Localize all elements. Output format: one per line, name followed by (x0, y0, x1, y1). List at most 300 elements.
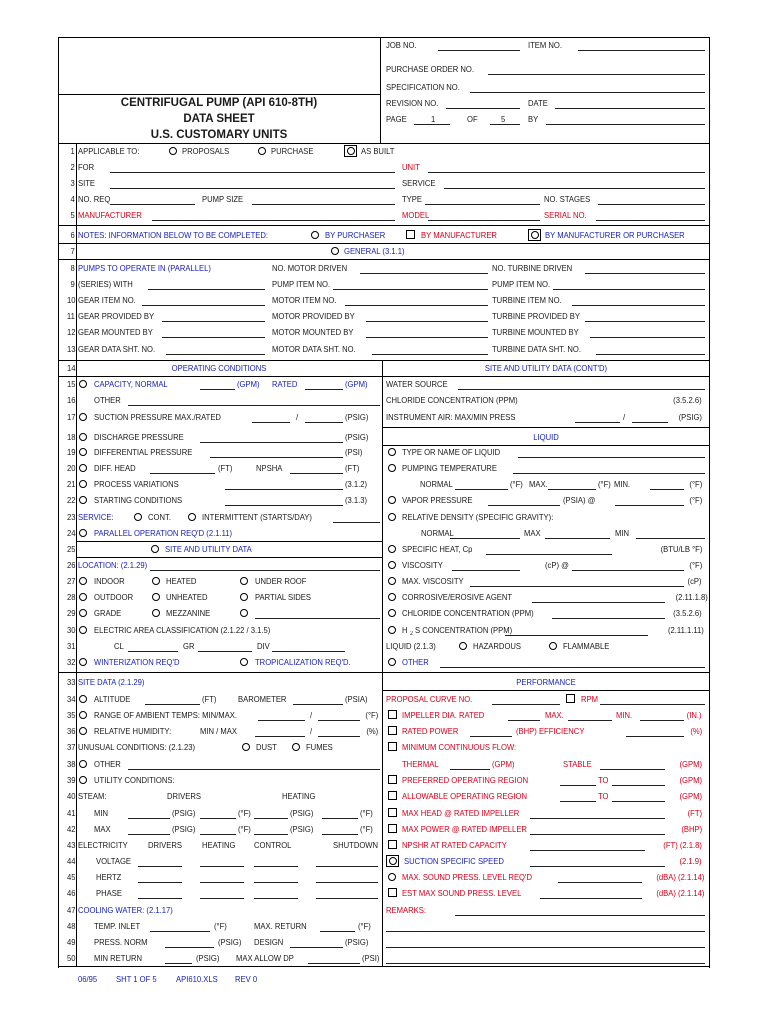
entry-field[interactable] (470, 586, 684, 587)
form-text: MIN. (614, 479, 631, 489)
boxed-radio-button[interactable] (386, 855, 399, 867)
checkbox[interactable] (388, 808, 397, 817)
entry-field[interactable] (640, 720, 684, 721)
radio-button[interactable] (311, 231, 319, 239)
form-text: (SERIES) WITH (78, 279, 133, 289)
rule-line (76, 143, 710, 144)
form-text: (%) (690, 726, 702, 736)
entry-field[interactable] (440, 667, 705, 668)
form-text: LOCATION: (2.1.29) (78, 560, 148, 570)
row-number: 3 (70, 178, 75, 188)
radio-button[interactable] (388, 561, 396, 569)
form-text: IMPELLER DIA. RATED (402, 710, 485, 720)
entry-field[interactable] (316, 898, 378, 899)
entry-field[interactable] (290, 947, 343, 948)
entry-field[interactable] (305, 422, 343, 423)
form-text: APPLICABLE TO: (78, 146, 140, 156)
entry-field[interactable] (148, 289, 265, 290)
form-text: MIN. (616, 710, 633, 720)
form-text: FUMES (306, 742, 333, 752)
radio-button[interactable] (79, 776, 87, 784)
radio-button[interactable] (388, 545, 396, 553)
entry-field[interactable] (200, 834, 236, 835)
entry-field[interactable] (518, 457, 705, 458)
entry-field[interactable] (372, 354, 488, 355)
radio-button[interactable] (79, 658, 87, 666)
entry-field[interactable] (316, 866, 378, 867)
entry-field[interactable] (318, 720, 360, 721)
entry-field[interactable] (320, 931, 355, 932)
entry-field[interactable] (530, 834, 665, 835)
form-text: MIN / MAX (200, 726, 237, 736)
row-number: 37 (66, 742, 75, 752)
radio-button[interactable] (134, 513, 142, 521)
entry-field[interactable] (444, 188, 705, 189)
form-text: DUST (256, 742, 277, 752)
form-text: TROPICALIZATION REQ'D. (255, 657, 351, 667)
form-text: GR (183, 641, 195, 651)
entry-field[interactable] (650, 489, 684, 490)
checkbox[interactable] (406, 230, 415, 239)
entry-field[interactable] (455, 915, 705, 916)
entry-field[interactable] (198, 651, 252, 652)
entry-field[interactable] (508, 720, 540, 721)
form-text: SERVICE: (78, 512, 114, 522)
form-text: FLAMMABLE (563, 641, 610, 651)
entry-field[interactable] (540, 898, 642, 899)
header-text: ITEM NO. (528, 40, 563, 50)
form-text: EST MAX SOUND PRESS. LEVEL (402, 888, 522, 898)
entry-field[interactable] (598, 204, 705, 205)
radio-button[interactable] (388, 464, 396, 472)
radio-button[interactable] (258, 147, 266, 155)
entry-field[interactable] (545, 538, 610, 539)
radio-button[interactable] (549, 642, 557, 650)
row-number: 24 (66, 528, 75, 538)
entry-field[interactable] (553, 289, 705, 290)
header-text: REVISION NO. (386, 98, 439, 108)
entry-field[interactable] (558, 882, 642, 883)
entry-field[interactable] (305, 389, 343, 390)
form-text: STEAM: (78, 791, 107, 801)
entry-field[interactable] (428, 220, 540, 221)
form-text: (PSIA) (345, 694, 368, 704)
radio-button[interactable] (388, 577, 396, 585)
form-text: (°F) (365, 710, 378, 720)
checkbox[interactable] (388, 726, 397, 735)
entry-field[interactable] (322, 818, 358, 819)
entry-field[interactable] (128, 834, 170, 835)
entry-field[interactable] (150, 473, 215, 474)
rule-line (58, 966, 710, 967)
checkbox[interactable] (388, 840, 397, 849)
entry-field[interactable] (138, 882, 182, 883)
entry-field[interactable] (452, 570, 520, 571)
entry-field[interactable] (333, 522, 380, 523)
entry-field[interactable] (386, 947, 705, 948)
entry-field[interactable] (200, 818, 236, 819)
rule-line (58, 259, 710, 260)
form-text: UTILITY CONDITIONS: (94, 775, 175, 785)
form-text: PUMP ITEM NO. (492, 279, 551, 289)
radio-button[interactable] (240, 577, 248, 585)
entry-field[interactable] (128, 651, 178, 652)
entry-field[interactable] (488, 505, 560, 506)
entry-field[interactable] (293, 704, 343, 705)
entry-field[interactable] (322, 834, 358, 835)
entry-field[interactable] (366, 321, 488, 322)
form-text: SUCTION PRESSURE MAX./RATED (94, 412, 221, 422)
header-text: BY (528, 114, 539, 124)
entry-field[interactable] (138, 898, 182, 899)
rule-line (58, 672, 710, 673)
form-text: RANGE OF AMBIENT TEMPS: MIN/MAX. (94, 710, 237, 720)
entry-field[interactable] (546, 124, 705, 125)
radio-button[interactable] (79, 695, 87, 703)
form-text: PARALLEL OPERATION REQ'D (2.1.11) (94, 528, 233, 538)
radio-button[interactable] (151, 545, 159, 553)
radio-button[interactable] (388, 609, 396, 617)
entry-field[interactable] (200, 882, 244, 883)
radio-button[interactable] (79, 380, 87, 388)
radio-button[interactable] (188, 513, 196, 521)
radio-button[interactable] (388, 496, 396, 504)
entry-field[interactable] (252, 422, 290, 423)
entry-field[interactable] (200, 898, 244, 899)
form-text: TURBINE PROVIDED BY (492, 311, 581, 321)
radio-button[interactable] (388, 658, 396, 666)
entry-field[interactable] (555, 108, 705, 109)
form-text: SITE AND UTILITY DATA (CONT'D) (484, 363, 608, 373)
form-text: (PSIG) (678, 412, 702, 422)
entry-field[interactable] (530, 866, 665, 867)
entry-field[interactable] (450, 538, 520, 539)
radio-button[interactable] (388, 873, 396, 881)
form-text: WATER SOURCE (386, 379, 448, 389)
entry-field[interactable] (142, 305, 265, 306)
entry-field[interactable] (345, 305, 488, 306)
entry-field[interactable] (165, 963, 192, 964)
radio-button[interactable] (388, 513, 396, 521)
checkbox[interactable] (388, 888, 397, 897)
form-text: (°F) (689, 560, 702, 570)
entry-field[interactable] (145, 704, 200, 705)
form-text: GRADE (94, 608, 122, 618)
checkbox[interactable] (388, 710, 397, 719)
checkbox[interactable] (388, 775, 397, 784)
radio-button[interactable] (79, 433, 87, 441)
radio-button[interactable] (240, 593, 248, 601)
form-text: OTHER (94, 395, 121, 405)
row-number: 11 (67, 311, 75, 321)
form-text: LIQUID (2.1.3) (386, 641, 436, 651)
radio-button[interactable] (79, 626, 87, 634)
entry-field[interactable] (636, 538, 705, 539)
radio-button[interactable] (240, 658, 248, 666)
entry-field[interactable] (455, 489, 508, 490)
header-text: SPECIFICATION NO. (386, 82, 460, 92)
row-number: 26 (66, 560, 75, 570)
form-text: ELECTRIC AREA CLASSIFICATION (2.1.22 / 3.1.5) (94, 625, 271, 635)
entry-field[interactable] (548, 489, 596, 490)
entry-field[interactable] (578, 50, 705, 51)
entry-field[interactable] (612, 801, 665, 802)
entry-field[interactable] (490, 124, 520, 125)
entry-field[interactable] (470, 736, 512, 737)
row-number: 46 (66, 888, 75, 898)
entry-field[interactable] (513, 473, 705, 474)
form-text: CONT. (148, 512, 171, 522)
checkbox[interactable] (388, 742, 397, 751)
row-number: 48 (66, 921, 75, 931)
entry-field[interactable] (110, 204, 195, 205)
entry-field[interactable] (308, 963, 360, 964)
entry-field[interactable] (110, 188, 395, 189)
radio-button[interactable] (79, 413, 87, 421)
boxed-radio-button[interactable] (528, 229, 541, 241)
entry-field[interactable] (128, 769, 380, 770)
entry-field[interactable] (615, 505, 684, 506)
form-text: MOTOR DATA SHT. NO. (272, 344, 356, 354)
entry-field[interactable] (470, 92, 705, 93)
entry-field[interactable] (225, 505, 343, 506)
entry-field[interactable] (458, 389, 705, 390)
form-text: GENERAL (3.1.1) (344, 246, 405, 256)
form-text: MAX. VISCOSITY (402, 576, 464, 586)
entry-field[interactable] (255, 736, 305, 737)
entry-field[interactable] (252, 204, 395, 205)
entry-field[interactable] (150, 931, 210, 932)
form-text: (PSIG) (345, 432, 369, 442)
entry-field[interactable] (254, 882, 298, 883)
form-text: PHASE (96, 888, 122, 898)
entry-field[interactable] (596, 354, 705, 355)
entry-field[interactable] (138, 866, 182, 867)
form-text: MAX. RETURN (254, 921, 307, 931)
form-text: (FT) (687, 808, 702, 818)
entry-field[interactable] (492, 704, 560, 705)
entry-field[interactable] (446, 108, 520, 109)
form-text: (PSIG) (290, 808, 314, 818)
form-text: VOLTAGE (96, 856, 132, 866)
entry-field[interactable] (450, 769, 490, 770)
form-text: TURBINE DATA SHT. NO. (492, 344, 581, 354)
entry-field[interactable] (110, 172, 395, 173)
entry-field[interactable] (254, 866, 298, 867)
radio-button[interactable] (79, 496, 87, 504)
entry-field[interactable] (254, 898, 298, 899)
radio-button[interactable] (169, 147, 177, 155)
row-number: 33 (66, 677, 75, 687)
row-number: 49 (66, 937, 75, 947)
radio-button[interactable] (79, 727, 87, 735)
radio-button[interactable] (388, 626, 396, 634)
entry-field[interactable] (600, 704, 705, 705)
entry-field[interactable] (152, 220, 395, 221)
form-text: NO. MOTOR DRIVEN (272, 263, 348, 273)
footer-rev: REV 0 (235, 974, 258, 984)
radio-button[interactable] (240, 609, 248, 617)
entry-field[interactable] (254, 834, 288, 835)
radio-button[interactable] (242, 743, 250, 751)
form-text: SHUTDOWN (332, 840, 378, 850)
boxed-radio-button[interactable] (344, 145, 357, 157)
footer-file: API610.XLS (176, 974, 218, 984)
entry-field[interactable] (530, 818, 665, 819)
form-text: UNIT (402, 162, 420, 172)
entry-field[interactable] (210, 457, 343, 458)
entry-field[interactable] (290, 473, 343, 474)
form-text: STARTING CONDITIONS (94, 495, 183, 505)
form-text: (°F) (510, 479, 523, 489)
form-text: STABLE (563, 759, 592, 769)
entry-field[interactable] (590, 337, 705, 338)
entry-field[interactable] (255, 618, 380, 619)
entry-field[interactable] (162, 321, 265, 322)
row-number: 32 (66, 657, 75, 667)
form-text: HAZARDOUS (473, 641, 522, 651)
entry-field[interactable] (360, 273, 488, 274)
radio-button[interactable] (388, 448, 396, 456)
rule-line (58, 225, 710, 226)
form-text: MAX (524, 528, 541, 538)
header-text: OF (467, 114, 478, 124)
form-text: (GPM) (679, 759, 702, 769)
radio-button[interactable] (388, 593, 396, 601)
entry-field[interactable] (438, 50, 520, 51)
radio-button[interactable] (79, 480, 87, 488)
entry-field[interactable] (414, 124, 450, 125)
radio-button[interactable] (331, 247, 339, 255)
row-number: 10 (66, 295, 75, 305)
entry-field[interactable] (386, 931, 705, 932)
form-text: NO. STAGES (544, 194, 591, 204)
entry-field[interactable] (225, 489, 343, 490)
entry-field[interactable] (200, 389, 235, 390)
row-number: 13 (66, 344, 75, 354)
radio-button[interactable] (79, 577, 87, 585)
form-text: PURCHASE (271, 146, 314, 156)
entry-field[interactable] (318, 736, 360, 737)
entry-field[interactable] (488, 74, 705, 75)
form-text: (PSIG) (345, 937, 369, 947)
row-number: 16 (66, 395, 75, 405)
sheet-subtitle: DATA SHEET (183, 113, 255, 125)
radio-button[interactable] (152, 593, 160, 601)
radio-button[interactable] (152, 577, 160, 585)
radio-button[interactable] (79, 609, 87, 617)
form-text: (PSIG) (345, 412, 369, 422)
checkbox[interactable] (388, 824, 397, 833)
entry-field[interactable] (366, 337, 488, 338)
form-text: PUMP SIZE (202, 194, 244, 204)
row-number: 17 (66, 412, 75, 422)
form-text: MIN RETURN (94, 953, 143, 963)
form-text: UNDER ROOF (255, 576, 307, 586)
entry-field[interactable] (425, 204, 540, 205)
form-text: CHLORIDE CONCENTRATION (PPM) (402, 608, 534, 618)
entry-field[interactable] (596, 220, 705, 221)
form-text: (3.5.2.6) (673, 395, 702, 405)
entry-field[interactable] (585, 273, 705, 274)
form-text: NO. REQ (78, 194, 111, 204)
entry-field[interactable] (200, 866, 244, 867)
entry-field[interactable] (560, 801, 596, 802)
form-text: TURBINE MOUNTED BY (492, 327, 579, 337)
entry-field[interactable] (254, 818, 288, 819)
form-text: (GPM) (237, 379, 260, 389)
form-text: HEATING (202, 840, 236, 850)
entry-field[interactable] (585, 321, 705, 322)
entry-field[interactable] (626, 736, 684, 737)
radio-button[interactable] (79, 760, 87, 768)
form-text: OUTDOOR (94, 592, 134, 602)
radio-button[interactable] (459, 642, 467, 650)
radio-button[interactable] (79, 448, 87, 456)
entry-field[interactable] (532, 602, 665, 603)
entry-field[interactable] (632, 422, 668, 423)
radio-button[interactable] (292, 743, 300, 751)
entry-field[interactable] (128, 405, 380, 406)
radio-button[interactable] (79, 711, 87, 719)
form-text: MOTOR PROVIDED BY (272, 311, 355, 321)
radio-button[interactable] (79, 529, 87, 537)
checkbox[interactable] (388, 791, 397, 800)
entry-field[interactable] (428, 172, 705, 173)
entry-field[interactable] (552, 618, 665, 619)
form-text: DIFF. HEAD (94, 463, 136, 473)
entry-field[interactable] (316, 882, 378, 883)
radio-button[interactable] (79, 464, 87, 472)
entry-field[interactable] (530, 850, 645, 851)
entry-field[interactable] (568, 720, 612, 721)
entry-field[interactable] (200, 442, 343, 443)
entry-field[interactable] (505, 635, 648, 636)
form-text: BY MANUFACTURER OR PURCHASER (545, 230, 685, 240)
entry-field[interactable] (272, 651, 345, 652)
form-text: TYPE (402, 194, 422, 204)
radio-button[interactable] (79, 593, 87, 601)
form-text: MOTOR MOUNTED BY (272, 327, 354, 337)
form-text: MAX ALLOW DP (236, 953, 294, 963)
rule-line (709, 37, 710, 968)
form-text: / (296, 412, 299, 422)
entry-field[interactable] (128, 818, 170, 819)
radio-button[interactable] (152, 609, 160, 617)
entry-field[interactable] (258, 720, 305, 721)
entry-field[interactable] (612, 785, 665, 786)
rule-line (58, 37, 59, 968)
form-text: CL (114, 641, 124, 651)
entry-field[interactable] (486, 554, 612, 555)
entry-field[interactable] (165, 947, 214, 948)
entry-field[interactable] (560, 785, 596, 786)
checkbox[interactable] (566, 694, 575, 703)
form-text: (°F) (689, 479, 702, 489)
entry-field[interactable] (386, 963, 705, 964)
entry-field[interactable] (150, 570, 380, 571)
entry-field[interactable] (162, 337, 265, 338)
entry-field[interactable] (166, 354, 265, 355)
entry-field[interactable] (333, 289, 488, 290)
form-text: TURBINE ITEM NO. (492, 295, 562, 305)
entry-field[interactable] (572, 570, 684, 571)
row-number: 15 (66, 379, 75, 389)
entry-field[interactable] (575, 422, 620, 423)
form-text: / (310, 710, 313, 720)
entry-field[interactable] (572, 305, 705, 306)
entry-field[interactable] (600, 769, 665, 770)
